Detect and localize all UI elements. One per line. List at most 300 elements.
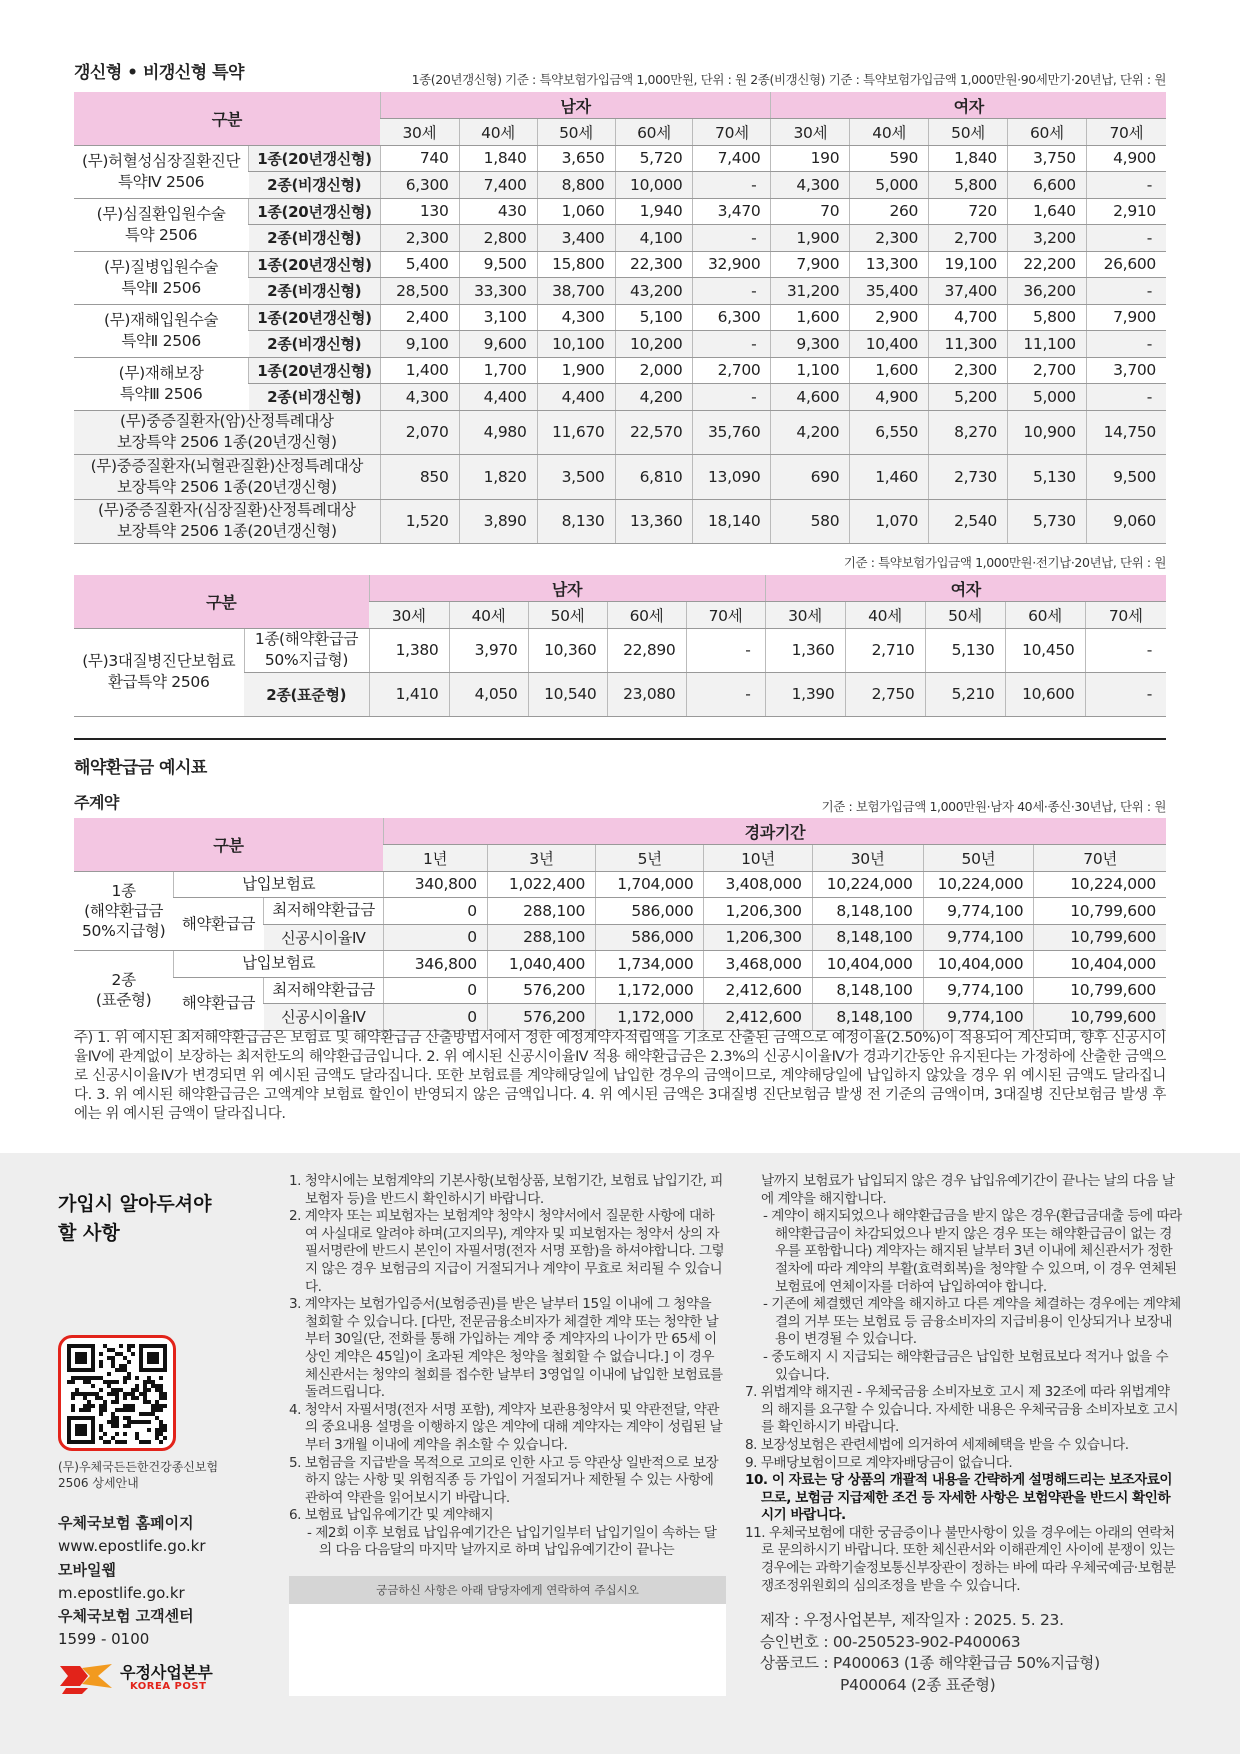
cell-line: (해약환급금	[84, 901, 164, 920]
value-cell: 4,300	[771, 172, 850, 199]
value-cell: 3,408,000	[704, 871, 812, 898]
mobile-link[interactable]: m.epostlife.go.kr	[58, 1583, 185, 1602]
value-cell: 8,148,100	[812, 898, 923, 925]
value-cell: 288,100	[487, 924, 595, 951]
korea-post-logo	[58, 1660, 238, 1700]
header-period: 경과기간	[383, 818, 1166, 845]
value-cell: 2,700	[693, 357, 771, 384]
cell-line: (무)중증질환자(뇌혈관질환)산정특례대상	[90, 456, 364, 475]
value-cell: 9,600	[459, 331, 537, 358]
korea-post-logo-icon	[58, 1662, 116, 1696]
value-cell: 2,300	[850, 225, 929, 252]
customer-center-phone[interactable]: 1599 - 0100	[58, 1630, 150, 1649]
value-cell: 18,140	[693, 499, 771, 544]
value-cell: 13,360	[615, 499, 693, 544]
value-cell: 22,570	[615, 410, 693, 455]
value-cell: 850	[380, 455, 459, 500]
value-cell: 22,890	[607, 628, 686, 672]
value-cell: 5,100	[615, 304, 693, 331]
value-cell: 288,100	[487, 898, 595, 925]
value-cell: 22,200	[1007, 251, 1086, 278]
value-cell: -	[693, 278, 771, 305]
value-cell: 10,799,600	[1034, 898, 1166, 925]
section-divider	[74, 738, 1166, 740]
value-cell: 9,774,100	[923, 898, 1034, 925]
value-cell: 1,700	[459, 357, 537, 384]
value-cell: 1,172,000	[596, 1004, 704, 1031]
value-cell: -	[693, 384, 771, 411]
value-cell: 1,600	[771, 304, 850, 331]
value-cell: 590	[850, 145, 929, 172]
value-cell: 10,224,000	[812, 871, 923, 898]
notice-column-2: 날까지 보험료가 납입되지 않은 경우 납입유예기간이 끝나는 날의 다음 날에 계약을 해지합니다. - 계약이 해지되었으나 해약환급금을 받지 않은 경우(환급금대출 등에 따라 해약환급금이 차감되었으나 받지 않은 경우 또는 해약환급금이 없는 경우를 포함합니다) 계약자는 해지된 날부터 3년 이내에 체신관서가 정한 절차에 따라 계약의 부활(효력회복)을 청약할 수 있으며, 이 경우 연체된 보험료에 연체이자를 더하여 납입하여야 합니다. - 기존에 체결했던 계약을 해지하고 다른 계약을 체결하는 경우에는 계약체결의 거부 또는 보험료 등 금융소비자의 지급비용이 인상되거나 보장내용이 변경될 수 있습니다. - 중도해지 시 지급되는 해약환급금은 납입한 보험료보다 적거나 없을 수 있습니다. 7. 위법계약 해지권 - 우체국금융 소비자보호 고시 제 32조에 따라 위법계약의 해지를 요구할 수 있습니다. 자세한 내용은 우체국금융 소비자보호 고시를 확인하시기 바랍니다. 8. 보장성보험은 관련세법에 의거하여 세제혜택을 받을 수 있습니다. 9. 무배당보험이므로 계약자배당금이 없습니다. 10. 이 자료는 당 상품의 개괄적 내용을 간략하게 설명해드리는 보조자료이므로, 보험금 지급제한 조건 등 자세한 사항은 보험약관을 반드시 확인하시기 바랍니다. 11. 우체국보험에 대한 궁금증이나 불만사항이 있을 경우에는 아래의 연락처로 문의하시기 바랍니다. 또한 체신관서와 이해관계인 사이에 분쟁이 있는 경우에는 과학기술정보통신부장관이 정하는 바에 따라 우체국예금·보험분쟁조정위원회의 심의조정을 받을 수 있습니다.	[745, 1173, 1182, 1594]
header-age: 60세	[1007, 119, 1086, 146]
rider-type: 2종(비갱신형)	[249, 172, 380, 199]
value-cell: 10,799,600	[1034, 1004, 1166, 1031]
header-age: 40세	[850, 119, 929, 146]
value-cell: 10,000	[615, 172, 693, 199]
value-cell: 690	[771, 455, 850, 500]
header-age: 30세	[765, 602, 845, 629]
value-cell: 3,200	[1007, 225, 1086, 252]
value-cell: 2,400	[380, 304, 459, 331]
cell-line: 환급특약 2506	[107, 673, 210, 691]
value-cell: 7,400	[459, 172, 537, 199]
value-cell: 2,750	[845, 672, 925, 716]
rider-type: 1종(20년갱신형)	[249, 251, 380, 278]
approval-number: 승인번호 : 00-250523-902-P400063	[760, 1632, 1021, 1651]
header-age: 40세	[459, 119, 537, 146]
value-cell: 10,450	[1005, 628, 1085, 672]
rate-refund-label: 신공시이율Ⅳ	[264, 924, 384, 951]
value-cell: 2,412,600	[704, 977, 812, 1004]
value-cell: 9,500	[1086, 455, 1166, 500]
value-cell: 3,890	[459, 499, 537, 544]
value-cell: 22,300	[615, 251, 693, 278]
value-cell: 576,200	[487, 977, 595, 1004]
cell-line: (무)중증질환자(심장질환)산정특례대상	[97, 501, 356, 520]
homepage-label: 우체국보험 홈페이지	[58, 1514, 194, 1532]
value-cell: 1,900	[537, 357, 615, 384]
value-cell: 5,800	[1007, 304, 1086, 331]
rider-name	[74, 357, 249, 410]
value-cell: 0	[383, 977, 487, 1004]
value-cell: 2,730	[929, 455, 1008, 500]
cell-line: 2종(표준형)	[266, 685, 347, 704]
value-cell: 8,148,100	[812, 977, 923, 1004]
value-cell: 340,800	[383, 871, 487, 898]
value-cell: 1,172,000	[596, 977, 704, 1004]
value-cell: 4,900	[850, 384, 929, 411]
cell-line: 보장특약 2506 1종(20년갱신형)	[116, 477, 337, 496]
value-cell: 2,900	[850, 304, 929, 331]
header-age: 30세	[771, 119, 850, 146]
contact-box	[289, 1604, 726, 1696]
value-cell: 4,300	[537, 304, 615, 331]
contract-type	[74, 951, 174, 1031]
table-row	[74, 304, 1166, 331]
header-age: 40세	[845, 602, 925, 629]
table-row	[74, 499, 1166, 544]
main-contract-subtitle: 주계약	[74, 793, 119, 812]
value-cell: 5,730	[1007, 499, 1086, 544]
logo-subtext: KOREA POST	[130, 1681, 207, 1692]
value-cell: 4,600	[771, 384, 850, 411]
contract-type	[74, 871, 174, 951]
value-cell: 4,200	[771, 410, 850, 455]
header-gubun: 구분	[74, 575, 369, 628]
value-cell: -	[1086, 384, 1166, 411]
header-female: 여자	[771, 92, 1166, 119]
value-cell: 35,760	[693, 410, 771, 455]
value-cell: 2,412,600	[704, 1004, 812, 1031]
value-cell: 10,224,000	[1034, 871, 1166, 898]
header-female: 여자	[765, 575, 1166, 602]
header-year: 50년	[923, 845, 1034, 872]
section2-note: 기준 : 특약보험가입금액 1,000만원·전기납·20년납, 단위 : 원	[843, 555, 1166, 570]
rider-name	[74, 410, 380, 455]
value-cell: 11,100	[1007, 331, 1086, 358]
value-cell: 9,060	[1086, 499, 1166, 544]
value-cell: 23,080	[607, 672, 686, 716]
value-cell: 2,540	[929, 499, 1008, 544]
value-cell: 1,900	[771, 225, 850, 252]
value-cell: 6,600	[1007, 172, 1086, 199]
table-row	[74, 251, 1166, 278]
value-cell: 4,400	[459, 384, 537, 411]
value-cell: 11,300	[929, 331, 1008, 358]
rate-refund-label: 신공시이율Ⅳ	[264, 1004, 384, 1031]
value-cell: 9,100	[380, 331, 459, 358]
value-cell: 1,206,300	[704, 898, 812, 925]
value-cell: 10,540	[528, 672, 607, 716]
value-cell: 576,200	[487, 1004, 595, 1031]
header-year: 5년	[596, 845, 704, 872]
value-cell: 2,800	[459, 225, 537, 252]
value-cell: 3,500	[537, 455, 615, 500]
cell-line: 특약Ⅱ 2506	[121, 278, 201, 297]
rider-name	[74, 628, 244, 716]
value-cell: 37,400	[929, 278, 1008, 305]
value-cell: 3,100	[459, 304, 537, 331]
rider-type	[244, 672, 369, 716]
rider-type	[244, 628, 369, 672]
value-cell: 10,404,000	[923, 951, 1034, 978]
table-row	[74, 977, 1166, 1004]
value-cell: -	[693, 172, 771, 199]
table-header-row	[74, 92, 1166, 119]
cell-line: (표준형)	[95, 991, 152, 1010]
value-cell: 2,700	[1007, 357, 1086, 384]
value-cell: 7,400	[693, 145, 771, 172]
value-cell: -	[1086, 278, 1166, 305]
table-row	[74, 628, 1166, 672]
value-cell: 0	[383, 1004, 487, 1031]
rider-name	[74, 198, 249, 251]
value-cell: 6,300	[693, 304, 771, 331]
contact-box-header: 궁금하신 사항은 아래 담당자에게 연락하여 주십시오	[289, 1576, 726, 1604]
premium-label: 납입보험료	[174, 951, 384, 978]
value-cell: 70	[771, 198, 850, 225]
cell-line: (무)허혈성심장질환진단	[82, 151, 241, 170]
header-age: 50세	[537, 119, 615, 146]
value-cell: 10,404,000	[1034, 951, 1166, 978]
value-cell: 26,600	[1086, 251, 1166, 278]
value-cell: 2,700	[929, 225, 1008, 252]
value-cell: 38,700	[537, 278, 615, 305]
value-cell: 1,704,000	[596, 871, 704, 898]
surrender-value-table	[74, 818, 1166, 1031]
value-cell: 1,520	[380, 499, 459, 544]
rider-name	[74, 251, 249, 304]
value-cell: 3,470	[693, 198, 771, 225]
value-cell: 13,090	[693, 455, 771, 500]
value-cell: 4,200	[615, 384, 693, 411]
header-age: 30세	[380, 119, 459, 146]
value-cell: 2,910	[1086, 198, 1166, 225]
value-cell: 5,400	[380, 251, 459, 278]
value-cell: 1,040,400	[487, 951, 595, 978]
cell-line: (무)재해입원수술	[104, 310, 219, 329]
production-line: 제작 : 우정사업본부, 제작일자 : 2025. 5. 23.	[760, 1611, 1064, 1629]
value-cell: 1,060	[537, 198, 615, 225]
value-cell: 4,400	[537, 384, 615, 411]
value-cell: 1,206,300	[704, 924, 812, 951]
premium-label: 납입보험료	[174, 871, 384, 898]
table-row	[74, 951, 1166, 978]
value-cell: 586,000	[596, 924, 704, 951]
header-age: 70세	[1086, 119, 1166, 146]
rider-name	[74, 145, 249, 198]
value-cell: 1,360	[765, 628, 845, 672]
value-cell: 5,130	[1007, 455, 1086, 500]
value-cell: -	[1086, 225, 1166, 252]
value-cell: 190	[771, 145, 850, 172]
table-row	[74, 145, 1166, 172]
value-cell: 8,130	[537, 499, 615, 544]
value-cell: 0	[383, 898, 487, 925]
production-info	[760, 1610, 1100, 1696]
value-cell: 1,940	[615, 198, 693, 225]
value-cell: 9,300	[771, 331, 850, 358]
cell-line: (무)3대질병진단보험료	[82, 652, 236, 670]
cell-line: (무)재해보장	[118, 363, 204, 382]
value-cell: 2,070	[380, 410, 459, 455]
value-cell: -	[1085, 628, 1166, 672]
cell-line: 50%지급형)	[264, 651, 349, 669]
value-cell: 1,600	[850, 357, 929, 384]
value-cell: 6,550	[850, 410, 929, 455]
value-cell: 3,970	[449, 628, 528, 672]
value-cell: 1,100	[771, 357, 850, 384]
value-cell: -	[1086, 331, 1166, 358]
value-cell: 7,900	[1086, 304, 1166, 331]
value-cell: 4,700	[929, 304, 1008, 331]
value-cell: 3,400	[537, 225, 615, 252]
notice-column-1: 1. 청약시에는 보험계약의 기본사항(보험상품, 보험기간, 보험료 납입기간, 피보험자 등)을 반드시 확인하시기 바랍니다. 2. 계약자 또는 피보험자는 보험계약 청약시 청약서에서 질문한 사항에 대하여 사실대로 알려야 하며(고지의무), 계약자 및 피보험자는 청약서 상의 자필서명란에 반드시 본인이 자필서명(전자 서명 포함)을 하셔야합니다. 그렇지 않은 경우 보험금의 지급이 거절되거나 계약이 무효로 처리될 수 있습니다. 3. 계약자는 보험가입증서(보험증권)를 받은 날부터 15일 이내에 그 청약을 철회할 수 있습니다. [다만, 전문금융소비자가 체결한 계약 또는 청약한 날부터 30일(단, 전화를 통해 가입하는 계약 중 계약자의 나이가 만 65세 이상인 계약은 45일)이 초과된 계약은 청약을 철회할 수 없습니다.] 이 경우 체신관서는 청약의 철회를 접수한 날부터 3영업일 이내에 납입한 보험료를 돌려드립니다. 4. 청약서 자필서명(전자 서명 포함), 계약자 보관용청약서 및 약관전달, 약관의 중요내용 설명을 이행하지 않은 계약에 대해 계약자는 계약이 성립된 날부터 3개월 이내에 계약을 취소할 수 있습니다. 5. 보험금을 지급받을 목적으로 고의로 인한 사고 등 약관상 일반적으로 보장하지 않는 사항 및 위험직종 등 가입이 거절되거나 제한될 수 있는 사항에 관하여 약관을 읽어보시기 바랍니다. 6. 보험료 납입유예기간 및 계약해지 - 제2회 이후 보험료 납입유예기간은 납입기일부터 납입기일이 속하는 달의 다음 다음달의 마지막 날까지로 하며 납입유예기간이 끝나는	[289, 1173, 725, 1559]
value-cell: 31,200	[771, 278, 850, 305]
value-cell: 4,980	[459, 410, 537, 455]
value-cell: 1,380	[369, 628, 449, 672]
value-cell: 9,774,100	[923, 924, 1034, 951]
value-cell: 7,900	[771, 251, 850, 278]
cell-line: 50%지급형)	[82, 921, 166, 940]
value-cell: 1,070	[850, 499, 929, 544]
rider-name	[74, 455, 380, 500]
value-cell: 14,750	[1086, 410, 1166, 455]
value-cell: 1,820	[459, 455, 537, 500]
value-cell: 1,410	[369, 672, 449, 716]
qr-code[interactable]	[58, 1335, 176, 1451]
value-cell: 32,900	[693, 251, 771, 278]
value-cell: 9,774,100	[923, 1004, 1034, 1031]
section3-note: 기준 : 보험가입금액 1,000만원·남자 40세·종신·30년납, 단위 : 원	[821, 799, 1166, 814]
table-row	[74, 871, 1166, 898]
value-cell: 346,800	[383, 951, 487, 978]
value-cell: 9,500	[459, 251, 537, 278]
value-cell: -	[1085, 672, 1166, 716]
value-cell: 13,300	[850, 251, 929, 278]
value-cell: 0	[383, 924, 487, 951]
rider-type: 2종(비갱신형)	[249, 225, 380, 252]
homepage-link[interactable]: www.epostlife.go.kr	[58, 1537, 206, 1556]
header-age: 60세	[607, 602, 686, 629]
value-cell: 430	[459, 198, 537, 225]
value-cell: 2,300	[929, 357, 1008, 384]
value-cell: 580	[771, 499, 850, 544]
value-cell: 1,022,400	[487, 871, 595, 898]
value-cell: 9,774,100	[923, 977, 1034, 1004]
cell-line: 보장특약 2506 1종(20년갱신형)	[116, 522, 337, 541]
qr-caption: (무)우체국든든한건강종신보험 2506 상세안내	[58, 1460, 219, 1490]
value-cell: 1,840	[459, 145, 537, 172]
table-row	[74, 198, 1166, 225]
value-cell: 15,800	[537, 251, 615, 278]
value-cell: 1,840	[929, 145, 1008, 172]
header-age: 70세	[1085, 602, 1166, 629]
cell-line: 2종	[111, 971, 136, 990]
value-cell: 586,000	[596, 898, 704, 925]
cell-line: (무)질병입원수술	[104, 257, 219, 276]
value-cell: 36,200	[1007, 278, 1086, 305]
header-age: 70세	[686, 602, 765, 629]
value-cell: 6,810	[615, 455, 693, 500]
header-year: 3년	[487, 845, 595, 872]
value-cell: 10,799,600	[1034, 924, 1166, 951]
header-age: 50세	[925, 602, 1005, 629]
logo-text: 우정사업본부	[120, 1663, 213, 1682]
value-cell: 3,468,000	[704, 951, 812, 978]
value-cell: -	[1086, 172, 1166, 199]
refund-label: 해약환급금	[174, 977, 264, 1030]
table-header-row	[74, 818, 1166, 845]
value-cell: 2,000	[615, 357, 693, 384]
value-cell: 8,270	[929, 410, 1008, 455]
header-age: 40세	[449, 602, 528, 629]
value-cell: 8,148,100	[812, 924, 923, 951]
value-cell: 11,670	[537, 410, 615, 455]
header-age: 30세	[369, 602, 449, 629]
product-code-1: 상품코드 : P400063 (1종 해약환급금 50%지급형)	[760, 1654, 1100, 1672]
notice-heading: 가입시 알아두셔야 할 사항	[58, 1193, 212, 1244]
refund-rider-premium-table	[74, 575, 1166, 717]
value-cell: 6,300	[380, 172, 459, 199]
value-cell: 10,900	[1007, 410, 1086, 455]
cell-line: 특약Ⅲ 2506	[119, 384, 203, 403]
cell-line: 보장특약 2506 1종(20년갱신형)	[116, 433, 337, 452]
refund-footnote: 주) 1. 위 예시된 최저해약환급금은 보험료 및 해약환급금 산출방법서에서 정한 예정계약자적립액을 기초로 산출된 금액으로 예정이율(2.50%)이 적용되어 계산되며, 향후 신공시이율Ⅳ에 관계없이 보장하는 최저한도의 해약환급금입니다. 2. 위 예시된 신공시이율Ⅳ 적용 해약환급금은 2.3%의 신공시이율Ⅳ가 경과기간동안 유지된다는 가정하에 산출한 금액으로 신공시이율Ⅳ가 변경되면 위 예시된 금액도 달라집니다. 또한 보험료를 계약해당일에 납입한 경우의 금액이므로, 계약해당일에 납입하지 않았을 경우 위 예시된 금액도 달라집니다. 3. 위 예시된 해약환급금은 고액계약 보험료 할인이 반영되지 않은 금액입니다. 4. 위 예시된 금액은 3대질병 진단보험금 발생 전 기준의 금액이며, 3대질병 진단보험금 발생 후에는 위 예시된 금액이 달라집니다.	[74, 1030, 1166, 1122]
cell-line: 특약Ⅳ 2506	[118, 172, 205, 191]
rider-type: 2종(비갱신형)	[249, 384, 380, 411]
refund-table-title: 해약환급금 예시표	[74, 758, 207, 778]
value-cell: 10,224,000	[923, 871, 1034, 898]
header-year: 10년	[704, 845, 812, 872]
value-cell: 1,390	[765, 672, 845, 716]
value-cell: 5,200	[929, 384, 1008, 411]
header-year: 30년	[812, 845, 923, 872]
value-cell: 5,210	[925, 672, 1005, 716]
section1-title: 갱신형 • 비갱신형 특약	[74, 63, 244, 83]
rider-type: 1종(20년갱신형)	[249, 198, 380, 225]
value-cell: 3,750	[1007, 145, 1086, 172]
value-cell: 10,404,000	[812, 951, 923, 978]
value-cell: 4,100	[615, 225, 693, 252]
qr-code-icon	[61, 1338, 173, 1448]
value-cell: 260	[850, 198, 929, 225]
value-cell: 19,100	[929, 251, 1008, 278]
value-cell: 5,800	[929, 172, 1008, 199]
mobile-label: 모바일웹	[58, 1560, 116, 1579]
value-cell: 4,900	[1086, 145, 1166, 172]
contact-links	[58, 1512, 206, 1652]
header-male: 남자	[380, 92, 771, 119]
customer-center-label: 우체국보험 고객센터	[58, 1607, 194, 1626]
value-cell: 10,400	[850, 331, 929, 358]
rider-name	[74, 499, 380, 544]
header-male: 남자	[369, 575, 765, 602]
value-cell: 2,300	[380, 225, 459, 252]
refund-label: 해약환급금	[174, 898, 264, 951]
value-cell: 3,650	[537, 145, 615, 172]
rider-name	[74, 304, 249, 357]
value-cell: 5,130	[925, 628, 1005, 672]
header-year: 1년	[383, 845, 487, 872]
value-cell: 8,148,100	[812, 1004, 923, 1031]
header-age: 70세	[693, 119, 771, 146]
value-cell: 4,300	[380, 384, 459, 411]
header-age: 60세	[1005, 602, 1085, 629]
table-row	[74, 357, 1166, 384]
value-cell: 8,800	[537, 172, 615, 199]
value-cell: 1,400	[380, 357, 459, 384]
value-cell: 10,100	[537, 331, 615, 358]
value-cell: 5,000	[850, 172, 929, 199]
cell-line: 특약 2506	[125, 225, 198, 244]
rider-type: 1종(20년갱신형)	[249, 145, 380, 172]
value-cell: 43,200	[615, 278, 693, 305]
rider-type: 2종(비갱신형)	[249, 278, 380, 305]
header-age: 50세	[528, 602, 607, 629]
table-row	[74, 455, 1166, 500]
value-cell: 2,710	[845, 628, 925, 672]
value-cell: 10,799,600	[1034, 977, 1166, 1004]
header-year: 70년	[1034, 845, 1166, 872]
special-rider-premium-table	[74, 92, 1166, 544]
product-code-2: P400064 (2종 표준형)	[840, 1675, 996, 1694]
header-age: 50세	[929, 119, 1008, 146]
value-cell: 1,734,000	[596, 951, 704, 978]
value-cell: 10,200	[615, 331, 693, 358]
